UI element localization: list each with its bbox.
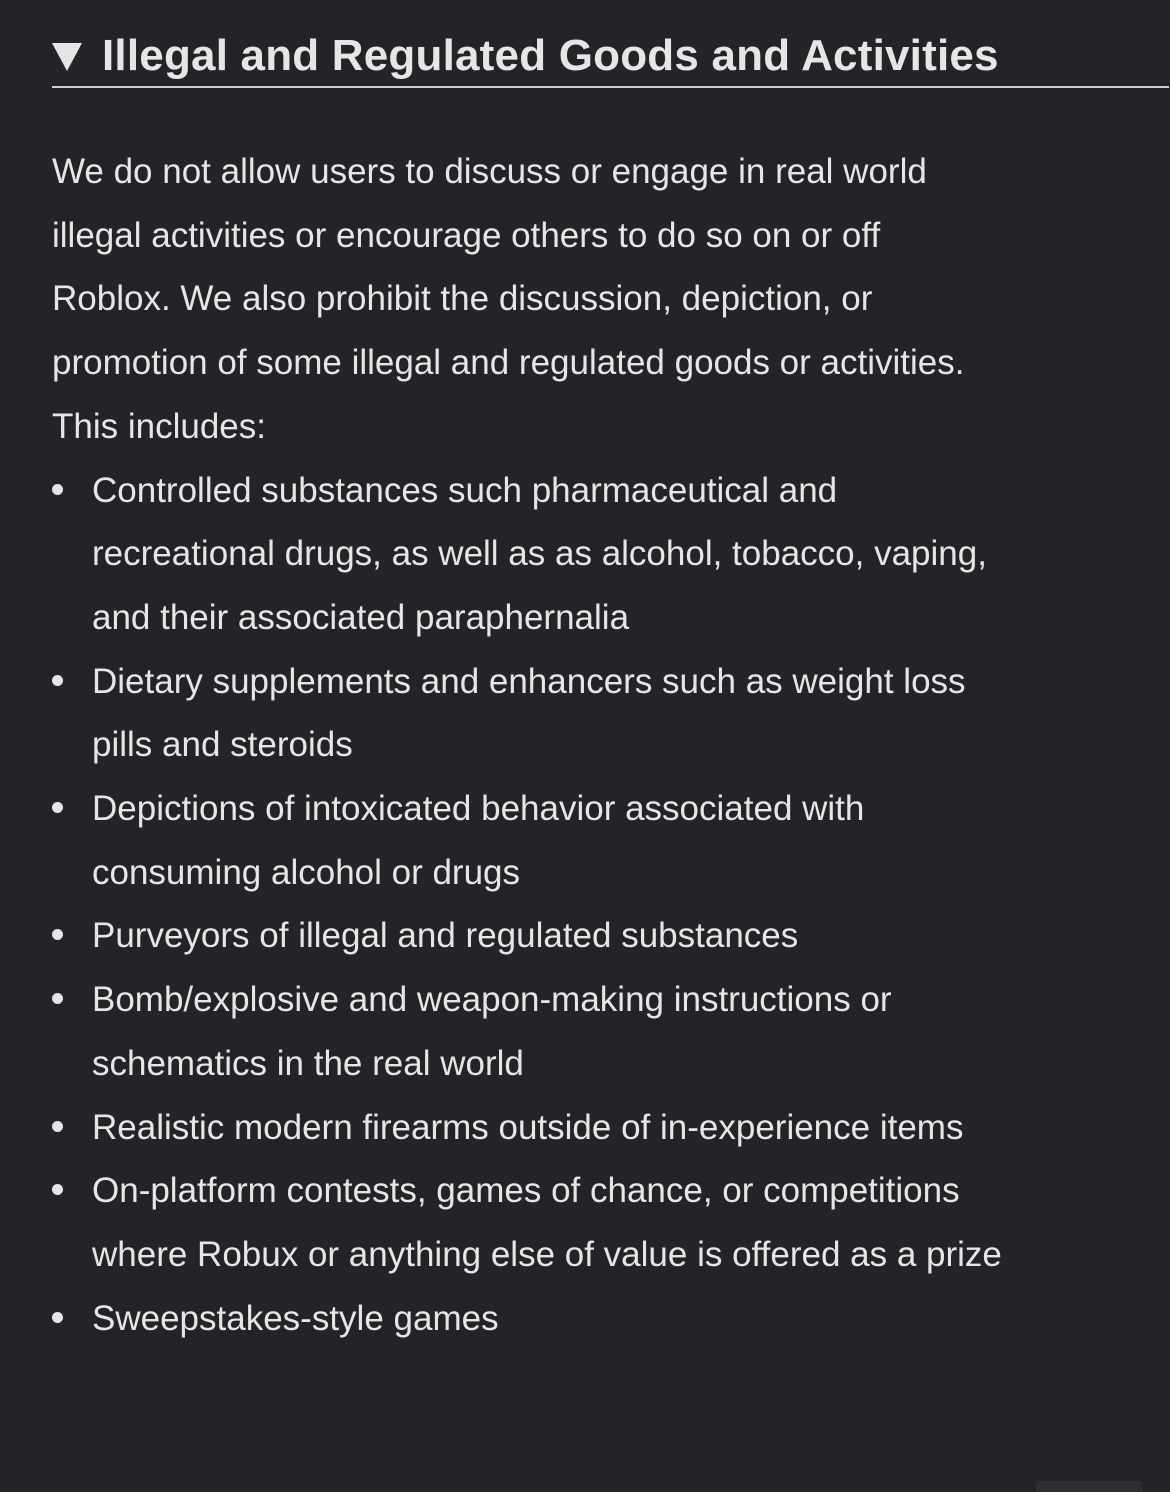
- bullet-icon: [52, 929, 63, 940]
- list-item: [52, 904, 1002, 968]
- bullet-icon: [52, 993, 63, 1004]
- list-item: [52, 968, 1002, 1095]
- list-item-text: Dietary supplements and enhancers such as weight loss pills and steroids: [92, 661, 966, 765]
- list-item: [52, 777, 1002, 904]
- rules-list: [52, 459, 1002, 1351]
- list-item: [52, 459, 1002, 650]
- list-item: [52, 650, 1002, 777]
- list-item-text: Purveyors of illegal and regulated substances: [92, 916, 799, 956]
- section-title: Illegal and Regulated Goods and Activities: [102, 31, 999, 80]
- list-item-text: Controlled substances such pharmaceutical and recreational drugs, as well as as alcohol, tobacco, vaping, and their associated paraphernalia: [92, 470, 987, 637]
- bullet-icon: [52, 484, 63, 495]
- triangle-down-icon: [52, 43, 82, 71]
- section-content: [52, 140, 1002, 1350]
- intro-paragraph: We do not allow users to discuss or engage in real world illegal activities or encourage others to do so on or off Roblox. We also prohibit the discussion, depiction, or promotion of some illegal and regulated goods or activities. This includes:: [52, 152, 965, 446]
- list-item-text: Realistic modern firearms outside of in-experience items: [92, 1107, 964, 1147]
- bullet-icon: [52, 1121, 63, 1132]
- list-item-text: Bomb/explosive and weapon-making instructions or schematics in the real world: [92, 980, 892, 1083]
- list-item: [52, 1159, 1002, 1286]
- bullet-icon: [52, 675, 63, 686]
- scroll-edge-tab: [1036, 1481, 1143, 1492]
- list-item: [52, 1287, 1002, 1351]
- bullet-icon: [52, 1312, 63, 1323]
- list-item-text: On-platform contests, games of chance, or competitions where Robux or anything else of value is offered as a prize: [92, 1171, 1002, 1274]
- list-item-text: Depictions of intoxicated behavior associated with consuming alcohol or drugs: [92, 789, 865, 892]
- bullet-icon: [52, 802, 63, 813]
- bullet-icon: [52, 1184, 63, 1195]
- section-header-toggle[interactable]: [52, 26, 1169, 88]
- list-item: [52, 1096, 1002, 1160]
- list-item-text: Sweepstakes-style games: [92, 1298, 499, 1338]
